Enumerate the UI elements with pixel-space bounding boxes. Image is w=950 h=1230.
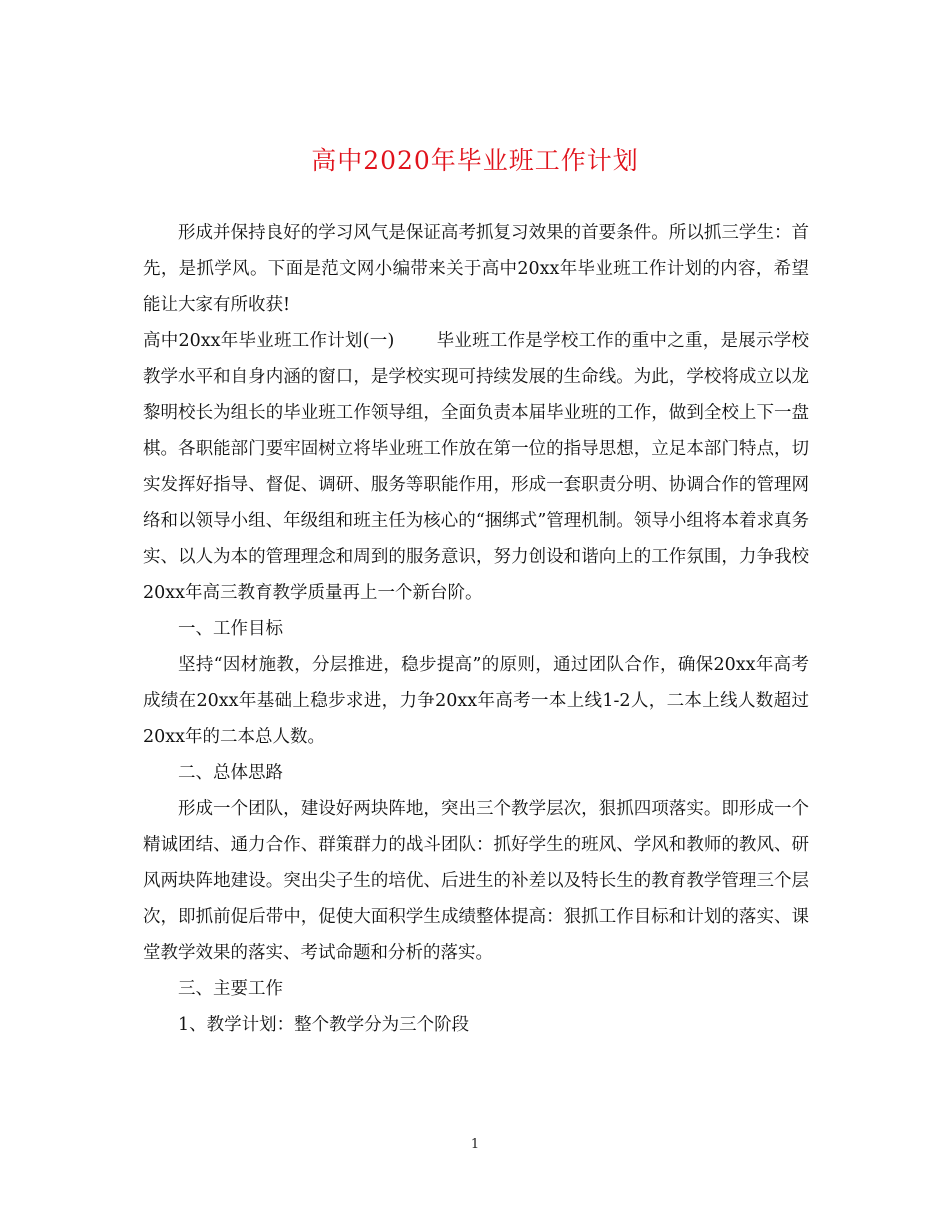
document-title: 高中2020年毕业班工作计划 — [311, 146, 639, 175]
section-heading: 高中20xx年毕业班工作计划(一) — [143, 331, 395, 351]
section-lead: 毕业班工作是学校工作的重中之重，是展示学校教学水平和自身内涵的窗口，是学校实现可持续发展的生命线。为此，学校将成立以龙黎明校长为组长的毕业班工作领导组，全面负责本届毕业班的工作，做到全校上下一盘棋。各职能部门要牢固树立将毕业班工作放在第一位的指导思想，立足本部门特点，切实发挥好指导、督促、调研、服务等职能作用，形成一套职责分明、协调合作的管理网络和以领导小组、年级组和班主任为核心的“捆绑式”管理机制。领导小组将本着求真务实、以人为本的管理理念和周到的服务意识，努力创设和谐向上的工作氛围，力争我校20xx年高三教育教学质量再上一个新台阶。 — [143, 331, 810, 603]
intro-paragraph: 形成并保持良好的学习风气是保证高考抓复习效果的首要条件。所以抓三学生：首先，是抓学风。下面是范文网小编带来关于高中20xx年毕业班工作计划的内容，希望能让大家有所收获! — [143, 223, 809, 315]
paragraph-work-goals: 坚持“因材施教，分层推进，稳步提高”的原则，通过团队合作，确保20xx年高考成绩在20xx年基础上稳步求进，力争20xx年高考一本上线1-2人，二本上线人数超过20xx年的二本总人数。 — [143, 655, 809, 747]
section-paragraph — [143, 323, 809, 611]
list-item-teaching-plan: 1、教学计划：整个教学分为三个阶段 — [178, 1015, 470, 1035]
document-body — [143, 215, 809, 1043]
heading-overall-approach: 二、总体思路 — [178, 763, 283, 783]
page-number: 1 — [470, 1137, 480, 1152]
heading-work-goals: 一、工作目标 — [178, 619, 283, 639]
paragraph-overall-approach: 形成一个团队，建设好两块阵地，突出三个教学层次，狠抓四项落实。即形成一个精诚团结、通力合作、群策群力的战斗团队：抓好学生的班风、学风和教师的教风、研风两块阵地建设。突出尖子生的培优、后进生的补差以及特长生的教育教学管理三个层次，即抓前促后带中，促使大面积学生成绩整体提高：狠抓工作目标和计划的落实、课堂教学效果的落实、考试命题和分析的落实。 — [143, 799, 809, 963]
heading-main-work: 三、主要工作 — [178, 979, 283, 999]
